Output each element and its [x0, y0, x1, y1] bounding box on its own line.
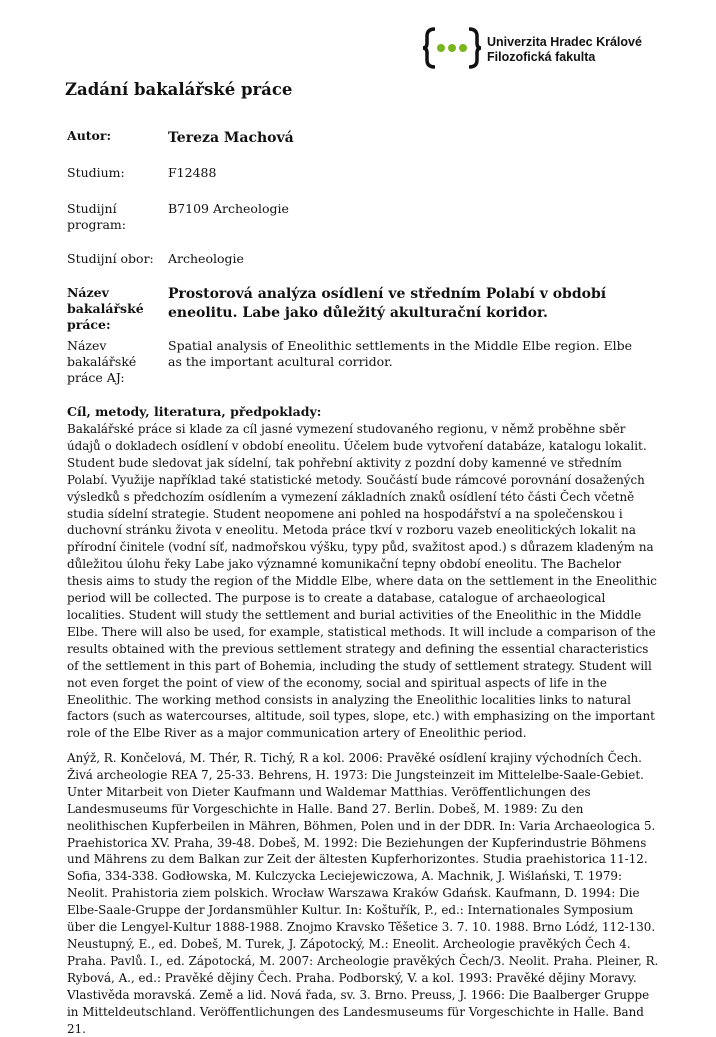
- author-label: Autor:: [67, 128, 112, 143]
- study-label: Studium:: [67, 165, 125, 180]
- study-value: F12488: [168, 165, 217, 180]
- aims-paragraph: Bakalářské práce si klade za cíl jasné vymezení studovaného regionu, v němž proběhne sběr údajů o dokladech osídlení v období eneolitu. Účelem bude vytvoření databáze, katalogu lokalit. Student bude sledovat jak sídelní, tak pohřební aktivity z pozdní doby kamenné ve středním Polabí. Využije například také statistické metody. Součástí bude rámcové porovnání dosažených výsledků s předchozím osídlením a vymezení základních znaků osídlení této části Čech včetně studia sídelní strategie. Student neopomene ani pohled na hospodářství a na společenskou i duchovní stránku života v eneolitu. Metoda práce tkví v rozboru vazeb eneolitických lokalit na přírodní činitele (vodní síť, nadmořskou výšku, typy půd, svažitost apod.) s důrazem kladeným na důležitou úlohu řeky Labe jako významné komunikační tepny období eneolitu. The Bachelor thesis aims to study the region of the Middle Elbe, where data on the settlement in the Eneolithic period will be collected. The purpose is to create a database, catalogue of archaeological localities. Student will study the settlement and burial activities of the Eneolithic in the Middle Elbe. There will also be used, for example, statistical methods. It will include a comparison of the results obtained with the previous settlement strategy and defining the essential characteristics of the settlement in this part of Bohemia, including the study of settlement strategy. Student will not even forget the point of view of the economy, social and spiritual aspects of life in the Eneolithic. The working method consists in analyzing the Eneolithic localities links to natural factors (such as watercourses, altitude, soil types, slope, etc.) with emphasizing on the important role of the Elbe River as a major communication artery of Eneolithic period.: [67, 422, 657, 741]
- thesis-title-value: Prostorová analýza osídlení ve středním Polabí v období eneolitu. Labe jako důležitý akulturační koridor.: [168, 286, 607, 321]
- program-value: B7109 Archeologie: [168, 201, 289, 216]
- document-title: Zadání bakalářské práce: [65, 80, 293, 99]
- logo-braces-icon: [423, 26, 483, 70]
- section-title: Cíl, metody, literatura, předpoklady:: [67, 404, 322, 419]
- field-value: Archeologie: [168, 251, 244, 266]
- author-value: Tereza Machová: [168, 130, 294, 146]
- field-label: Studijní obor:: [67, 251, 154, 266]
- thesis-title-label: Název bakalářské práce:: [67, 285, 144, 332]
- university-name: Univerzita Hradec Králové: [487, 35, 642, 49]
- literature-paragraph: Anýž, R. Končelová, M. Thér, R. Tichý, R a kol. 2006: Pravěké osídlení krajiny východních Čech. Živá archeologie REA 7, 25-33. Behrens, H. 1973: Die Jungsteinzeit im Mittelelbe-Saale-Gebiet. Unter Mitarbeit von Dieter Kaufmann und Waldemar Matthias. Veröffentlichungen des Landesmuseums für Vorgeschichte in Halle. Band 27. Berlin. Dobeš, M. 1989: Zu den neolithischen Kupferbeilen in Mähren, Böhmen, Polen und in der DDR. In: Varia Archaeologica 5. Praehistorica XV. Praha, 39-48. Dobeš, M. 1992: Die Beziehungen der Kupferindustrie Böhmens und Mährens zu dem Balkan zur Zeit der ältesten Kupferhorizontes. Studia praehistorica 11-12. Sofia, 334-338. Godłowska, M. Kulczycka Leciejewiczowa, A. Machnik, J. Wiślański, T. 1979: Neolit. Prahistoria ziem polskich. Wrocław Warszawa Kraków Gdańsk. Kaufmann, D. 1994: Die Elbe-Saale-Gruppe der Jordansmühler Kultur. In: Koštuřík, P., ed.: Internationales Symposium über die Lengyel-Kultur 1888-1988. Znojmo Kravsko Těšetice 3. 7. 10. 1988. Brno Lódź, 112-130. Neustupný, E., ed. Dobeš, M. Turek, J. Zápotocký, M.: Eneolit. Archeologie pravěkých Čech 4. Praha. Pavlů. I., ed. Zápotocká, M. 2007: Archeologie pravěkých Čech/3. Neolit. Praha. Pleiner, R. Rybová, A., ed.: Pravěké dějiny Čech. Praha. Podborský, V. a kol. 1993: Pravěké dějiny Moravy. Vlastivěda moravská. Země a lid. Nová řada, sv. 3. Brno. Preuss, J. 1966: Die Baalberger Gruppe in Mitteldeutschland. Veröffentlichungen des Landesmuseums für Vorgeschichte in Halle. Band 21.: [67, 751, 659, 1036]
- faculty-name: Filozofická fakulta: [487, 50, 596, 64]
- program-label: Studijní program:: [67, 201, 126, 232]
- university-logo: [423, 26, 653, 70]
- thesis-title-en-value: Spatial analysis of Eneolithic settlements in the Middle Elbe region. Elbe as the important acultural corridor.: [168, 338, 633, 369]
- thesis-title-en-label: Název bakalářské práce AJ:: [67, 338, 137, 385]
